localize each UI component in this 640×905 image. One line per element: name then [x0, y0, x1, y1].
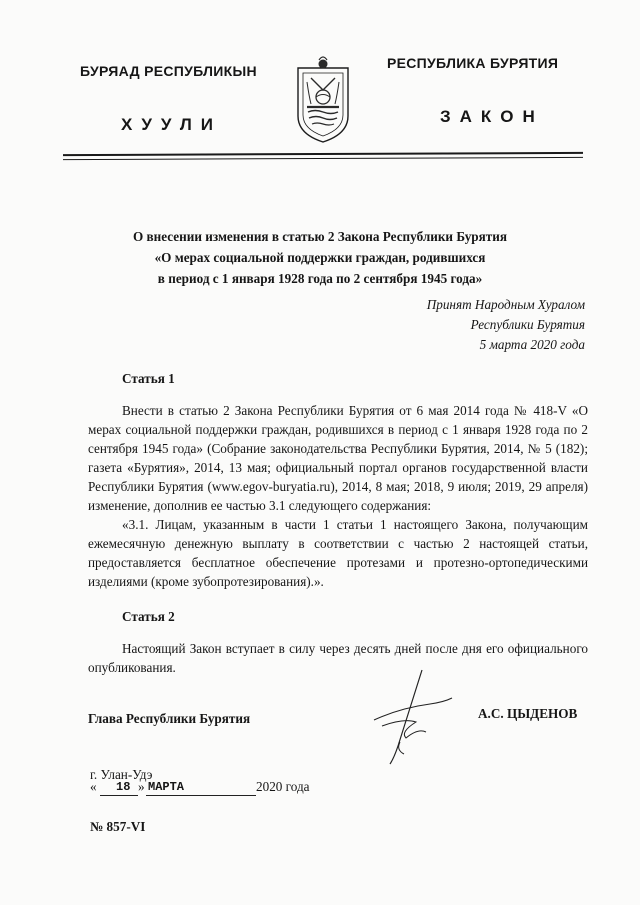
article-1-paragraph: Внести в статью 2 Закона Республики Бурятия от 6 мая 2014 года № 418-V «О мерах социальной поддержки граждан, родившихся в период с 1 января 1928 года по 2 сентября 1945 года» (Собрание законодательства Республики Бурятия, 2014, № 5 (182); газета «Бурятия», 2014, 13 мая; официальный портал органов государственной власти Республики Бурятия (www.egov-buryatia.ru), 2014, 8 мая; 2018, 9 июля; 2019, 29 апреля) изменение, дополнив ее частью 3.1 следующего содержания:	[88, 403, 588, 513]
date-day: 18	[116, 780, 131, 794]
date-close-quote: »	[138, 779, 145, 794]
header-buryat-law: ХУУЛИ	[121, 115, 222, 134]
header-rule-thick	[63, 152, 583, 156]
header-rule-thin	[63, 157, 583, 160]
adoption-date: 5 марта 2020 года	[479, 337, 585, 352]
article-2-heading: Статья 2	[122, 609, 175, 624]
date-month: МАРТА	[148, 780, 185, 794]
date-month-underline	[146, 795, 256, 796]
header-buryat-republic: БУРЯАД РЕСПУБЛИКЫН	[80, 63, 257, 79]
signatory-position: Глава Республики Бурятия	[88, 711, 251, 726]
adoption-note-line: Принят Народным Хуралом	[426, 297, 585, 312]
signatory-name: А.С. ЦЫДЕНОВ	[478, 706, 578, 721]
law-title-line: в период с 1 января 1928 года по 2 сентября 1945 года»	[157, 271, 483, 286]
signing-date	[90, 779, 330, 801]
law-title-line: О внесении изменения в статью 2 Закона Республики Бурятия	[132, 229, 507, 244]
header-russian-law: ЗАКОН	[440, 107, 544, 126]
article-2-paragraph: Настоящий Закон вступает в силу через десять дней после дня его официального опубликования.	[88, 641, 588, 675]
law-title-line: «О мерах социальной поддержки граждан, родившихся	[154, 250, 486, 265]
date-year: 2020 года	[256, 779, 310, 794]
signing-place: г. Улан-Удэ	[90, 767, 153, 782]
header-russian-republic: РЕСПУБЛИКА БУРЯТИЯ	[387, 55, 559, 71]
law-number: № 857-VI	[90, 819, 146, 834]
article-2-body	[88, 639, 588, 677]
adoption-note	[330, 295, 585, 355]
coat-of-arms-emblem	[295, 52, 351, 144]
handwritten-signature	[360, 668, 470, 768]
date-day-underline	[100, 795, 138, 796]
article-1-body	[88, 401, 588, 591]
article-1-quoted-part: «3.1. Лицам, указанным в части 1 статьи 1 настоящего Закона, получающим ежемесячную денежную выплату в соответствии с частью 2 настоящей статьи, предоставляется бесплатное обеспечение протезами и протезно-ортопедическими изделиями (кроме зубопротезирования).».	[88, 517, 588, 589]
adoption-note-line: Республики Бурятия	[470, 317, 585, 332]
article-1-heading: Статья 1	[122, 371, 175, 386]
date-open-quote: «	[90, 779, 97, 794]
law-title	[100, 226, 540, 289]
